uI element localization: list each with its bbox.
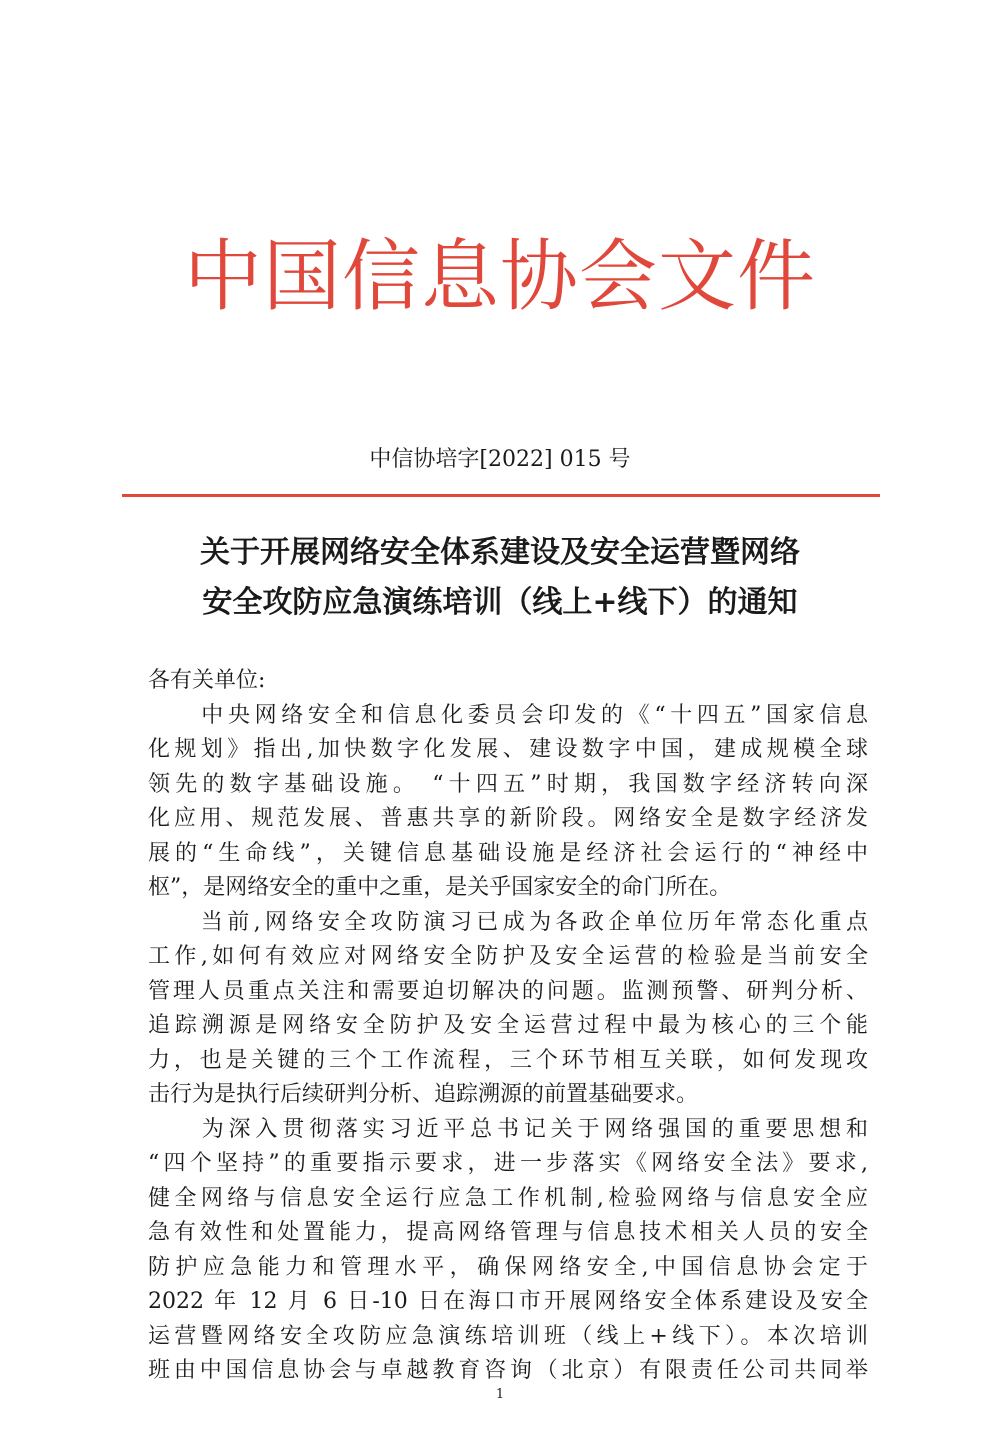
masthead-title: 中国信息协会文件 [183,232,816,322]
body-line: 中央网络安全和信息化委员会印发的《“十四五”国家信息 [148,702,868,728]
body-line: 化规划》指出,加快数字化发展、建设数字中国，建成规模全球 [148,737,868,762]
notice-title-line: 关于开展网络安全体系建设及安全运营暨网络 [200,535,800,570]
body-text [148,664,868,1389]
body-line: 化应用、规范发展、普惠共享的新阶段。网络安全是数字经济发 [148,806,868,831]
body-line: 防护应急能力和管理水平，确保网络安全,中国信息协会定于 [148,1254,868,1280]
document-number: 中信协培字[2022] 015 号 [369,447,631,472]
body-line: 当前,网络安全攻防演习已成为各政企单位历年常态化重点 [148,909,868,935]
notice-title-line: 安全攻防应急演练培训（线上+线下）的通知 [202,585,798,620]
body-line: 运营暨网络安全攻防应急演练培训班（线上+线下）。本次培训 [148,1323,868,1349]
salutation: 各有关单位: [148,668,266,693]
body-line: 追踪溯源是网络安全防护及安全运营过程中最为核心的三个能 [148,1013,868,1038]
body-line: “四个坚持”的重要指示要求，进一步落实《网络安全法》要求, [148,1151,868,1176]
body-line: 为深入贯彻落实习近平总书记关于网络强国的重要思想和 [148,1116,868,1142]
body-line: 力，也是关键的三个工作流程，三个环节相互关联，如何发现攻 [148,1047,868,1073]
body-line: 急有效性和处置能力，提高网络管理与信息技术相关人员的安全 [148,1220,868,1245]
page-number: 1 [495,1387,505,1402]
body-line: 击行为是执行后续研判分析、追踪溯源的前置基础要求。 [148,1082,699,1107]
body-line: 班由中国信息协会与卓越教育咨询（北京）有限责任公司共同举 [148,1358,868,1383]
body-line: 工作,如何有效应对网络安全防护及安全运营的检验是当前安全 [148,944,868,969]
body-line: 领先的数字基础设施。 “十四五”时期，我国数字经济转向深 [148,771,868,797]
body-line: 2022 年 12 月 6 日-10 日在海口市开展网络安全体系建设及安全 [148,1289,868,1314]
body-line: 展的“生命线”，关键信息基础设施是经济社会运行的“神经中 [148,840,868,866]
body-line: 管理人员重点关注和需要迫切解决的问题。监测预警、研判分析、 [148,978,868,1004]
body-line: 枢”，是网络安全的重中之重，是关乎国家安全的命门所在。 [148,875,732,900]
red-divider [122,494,880,497]
body-line: 健全网络与信息安全运行应急工作机制,检验网络与信息安全应 [148,1185,868,1211]
notice-title [0,528,1000,628]
